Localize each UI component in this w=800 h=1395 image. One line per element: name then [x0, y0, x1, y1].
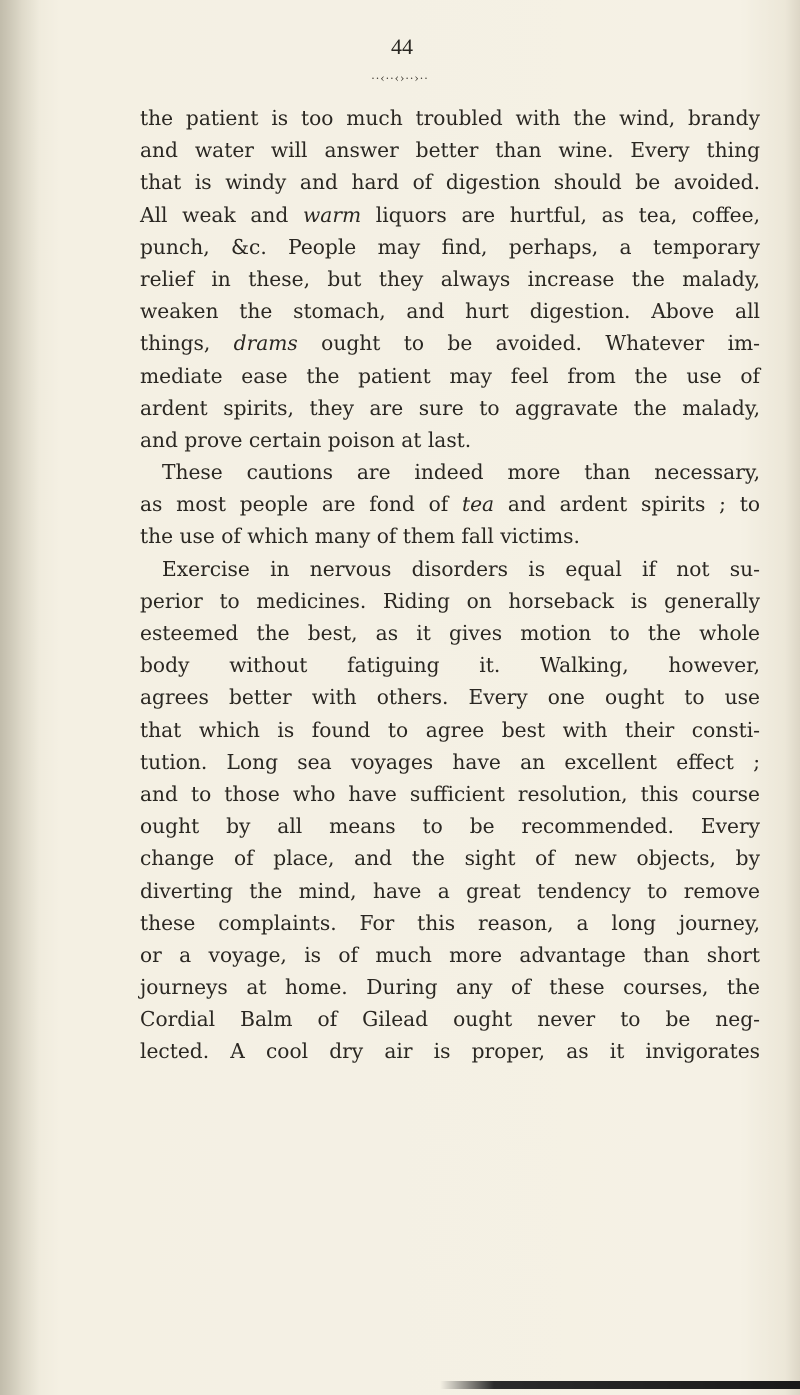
text-line: All weak and warm liquors are hurtful, as tea, coffee, — [140, 202, 760, 227]
text-line: perior to medicines. Riding on horseback is generally — [140, 588, 760, 613]
text-line: journeys at home. During any of these courses, the — [140, 975, 760, 1000]
text-line: as most people are fond of tea and ardent spirits ; to — [140, 492, 760, 517]
text-line: that is windy and hard of digestion should be avoided. — [140, 170, 760, 195]
text-line: change of place, and the sight of new objects, by — [140, 846, 760, 871]
text-line: or a voyage, is of much more advantage than short — [140, 942, 760, 967]
text-line: these complaints. For this reason, a long journey, — [140, 910, 760, 935]
body-text — [140, 102, 760, 1068]
text-line: the use of which many of them fall victims. — [140, 524, 580, 549]
text-line: weaken the stomach, and hurt digestion. Above all — [140, 299, 760, 324]
text-line: and prove certain poison at last. — [140, 427, 472, 452]
text-line: body without fatiguing it. Walking, however, — [140, 653, 760, 678]
text-line: relief in these, but they always increase the malady, — [140, 266, 760, 291]
text-line: tution. Long sea voyages have an excellent effect ; — [140, 749, 760, 774]
text-line: ardent spirits, they are sure to aggravate the malady, — [140, 395, 760, 420]
text-line: punch, &c. People may find, perhaps, a temporary — [140, 234, 760, 259]
text-line: the patient is too much troubled with the wind, brandy — [140, 106, 760, 130]
text-line: lected. A cool dry air is proper, as it invigorates — [140, 1039, 760, 1064]
header-ornament: ··‹··‹›··›·· — [371, 72, 429, 85]
text-line: These cautions are indeed more than necessary, — [162, 460, 760, 485]
page-edge-shadow — [440, 1381, 800, 1389]
text-line: diverting the mind, have a great tendency to remove — [140, 878, 760, 903]
text-line: and water will answer better than wine. Every thing — [140, 138, 760, 163]
text-line: esteemed the best, as it gives motion to the whole — [140, 621, 760, 645]
text-line: things, drams ought to be avoided. Whatever im- — [140, 331, 760, 356]
page-gutter-shadow — [0, 0, 40, 1395]
text-line: agrees better with others. Every one ought to use — [140, 685, 760, 710]
page-number: 44 — [391, 34, 413, 59]
text-line: Cordial Balm of Gilead ought never to be neg- — [140, 1007, 760, 1032]
text-line: that which is found to agree best with their consti- — [140, 717, 760, 742]
text-line: and to those who have sufficient resolution, this course — [140, 781, 760, 806]
text-line: Exercise in nervous disorders is equal if not su- — [162, 556, 760, 581]
text-line: mediate ease the patient may feel from the use of — [140, 363, 760, 388]
text-line: ought by all means to be recommended. Every — [140, 814, 760, 839]
